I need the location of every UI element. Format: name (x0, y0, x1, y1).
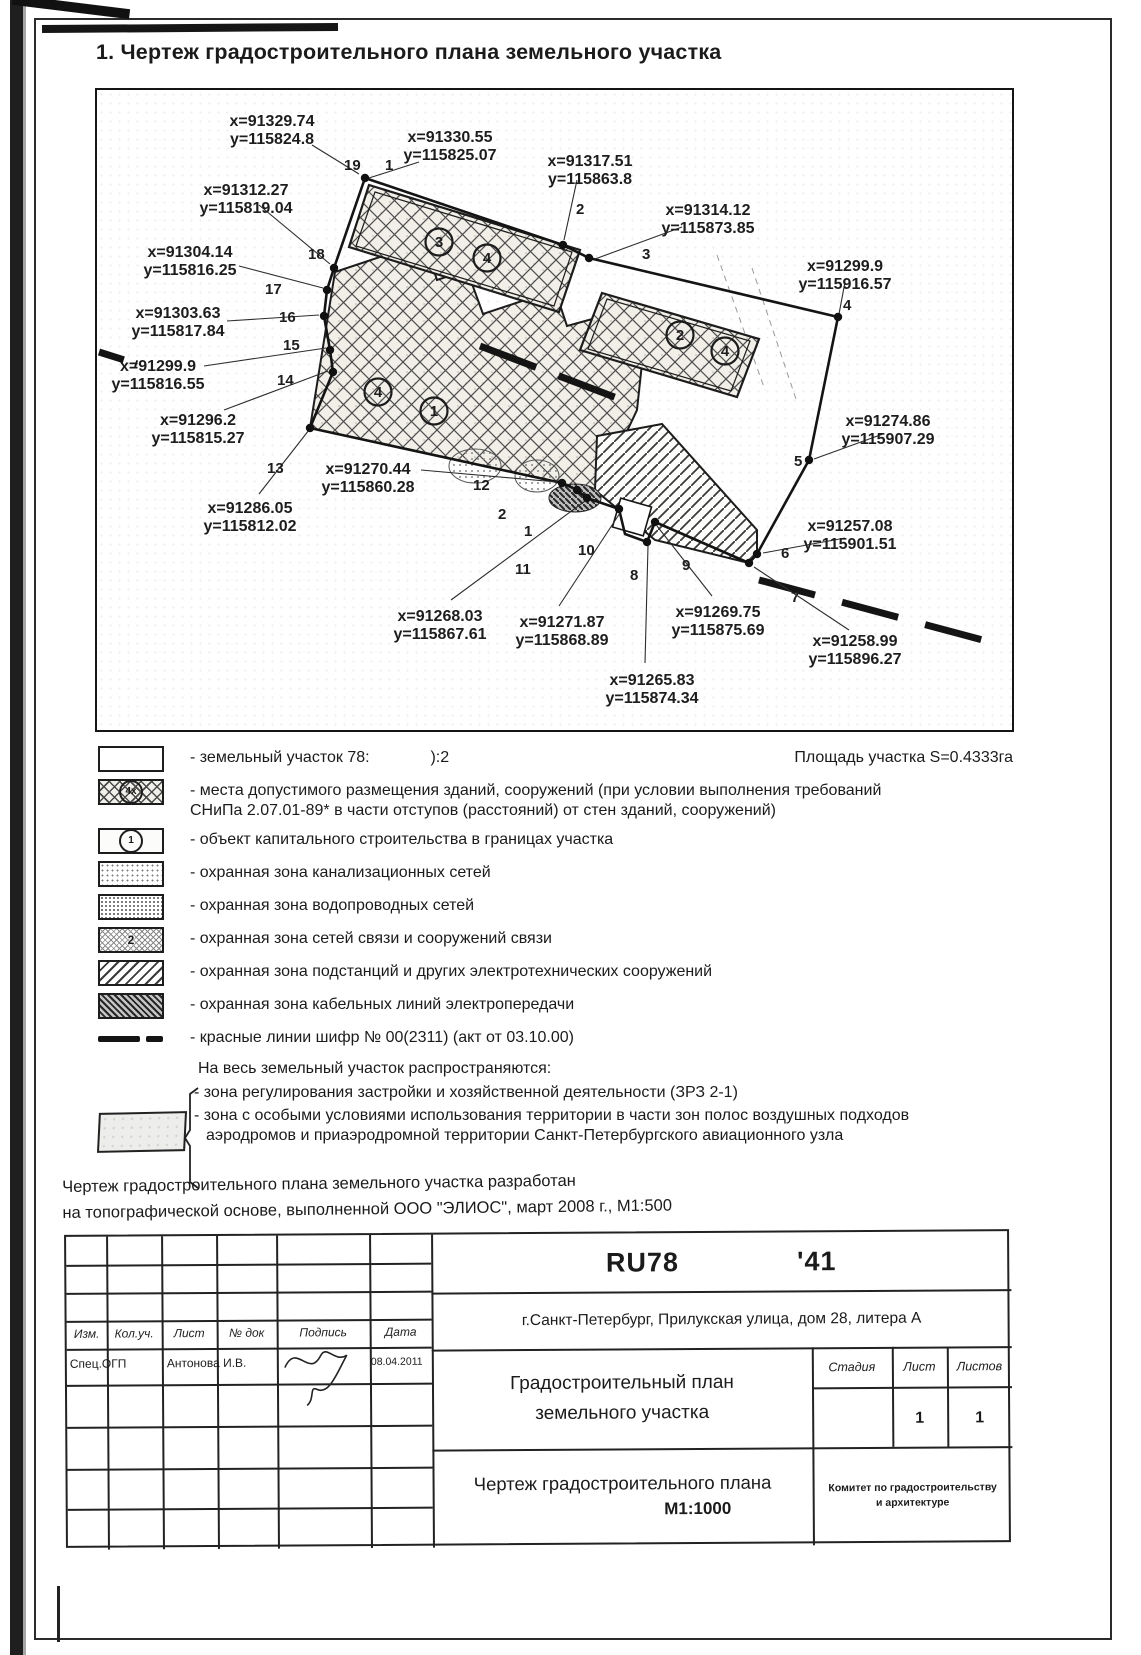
hatch-dark-symbol (98, 993, 164, 1019)
legend-item-text: - охранная зона канализационных сетей (190, 864, 491, 881)
leader-line-10 (559, 513, 620, 606)
leader-line-11 (451, 501, 585, 600)
tb-line (66, 1263, 431, 1267)
tb-line (68, 1507, 433, 1511)
boundary-point (573, 486, 581, 494)
legend-item-text: - охранная зона сетей связи и сооружений связи (190, 930, 552, 947)
tb-line (67, 1383, 432, 1387)
vertex-number: 7 (791, 589, 800, 606)
legend-item-text: - места допустимого размещения зданий, сооружений (при условии выполнения требований СНиПа 2.07.01-89* в части отступов (расстояний) от стен зданий, сооружений) (190, 782, 882, 819)
coord-label-5: x=91274.86 y=115907.29 (841, 413, 935, 448)
vertex-number: 12 (473, 477, 490, 494)
vertex-number: 17 (265, 281, 282, 298)
document-name-line1: Градостроительный план (509, 1371, 734, 1395)
title-block (64, 1229, 1011, 1548)
legend-item-text: - объект капитального строительства в границах участка (190, 831, 614, 848)
scan-edge-band-light (23, 0, 26, 1655)
speckle-symbol (98, 927, 164, 953)
coord-label-16: x=91303.63 y=115817.84 (131, 305, 225, 340)
cadastral-code-row (431, 1231, 1011, 1293)
building-number: 3 (434, 234, 444, 251)
site-plan-drawing (95, 88, 1014, 732)
stage-col: Стадия (828, 1359, 876, 1375)
legend-item-text: - красные линии шифр № 00(2311) (акт от 03.10.00) (190, 1029, 574, 1046)
legend-item (98, 927, 1013, 953)
tb-spec: Спец.ОГП (69, 1356, 127, 1371)
legend-parcel-text (190, 746, 449, 768)
boundary-point (326, 346, 334, 354)
leader-line-15 (204, 348, 326, 366)
leader-line-16 (227, 315, 319, 321)
building-number: 4 (482, 250, 492, 267)
committee-line1: Комитет по градостроительству (828, 1481, 997, 1495)
tb-line (812, 1386, 1012, 1389)
coord-label-6: x=91257.08 y=115901.51 (803, 518, 897, 553)
coord-label-13: x=91286.05 y=115812.02 (203, 500, 297, 535)
boundary-point (615, 505, 623, 513)
tb-col-izm: Изм. (73, 1326, 100, 1341)
zrz-item-2a: - зона с особыми условиями использования территории в части зон полос воздушных подходов (194, 1107, 910, 1124)
legend-item-text: - охранная зона подстанций и других электротехнических сооружений (190, 963, 713, 980)
coord-label-9: x=91269.75 y=115875.69 (671, 604, 765, 639)
tb-line (67, 1425, 432, 1429)
vertex-number: 3 (642, 246, 651, 263)
tb-line (66, 1291, 431, 1295)
coord-label-11: x=91268.03 y=115867.61 (393, 608, 487, 643)
tb-line (161, 1236, 165, 1549)
vertex-number: 2 (576, 201, 585, 218)
legend-item-parcel (98, 746, 1013, 772)
vertex-number: 9 (682, 557, 691, 574)
leader-line-1 (369, 162, 419, 178)
coord-label-12: x=91270.44 y=115860.28 (321, 461, 415, 496)
legend-item-text: - охранная зона водопроводных сетей (190, 897, 475, 914)
red-dash-symbol (98, 1026, 164, 1052)
dots-light-symbol (98, 861, 164, 887)
tb-line (67, 1467, 432, 1471)
leader-line-14 (224, 371, 328, 410)
list-col: Лист (903, 1359, 936, 1374)
tb-line (67, 1347, 432, 1351)
legend-item (98, 894, 1013, 920)
building-number: 4 (373, 384, 383, 401)
boundary-point (643, 538, 651, 546)
coord-label-8: x=91265.83 y=115874.34 (605, 672, 699, 707)
development-notes (62, 1167, 672, 1226)
vertex-number: 18 (308, 246, 325, 263)
coord-label-17: x=91304.14 y=115816.25 (143, 244, 237, 279)
building-number: 4 (720, 343, 730, 360)
boundary-point (559, 241, 567, 249)
tb-date: 08.04.2011 (370, 1355, 423, 1369)
boundary-point (585, 254, 593, 262)
legend-item-text: - охранная зона кабельных линий электропередачи (190, 996, 575, 1013)
signature (277, 1339, 369, 1410)
parcel-symbol (98, 746, 164, 772)
page-title: 1. Чертеж градостроительного плана земельного участка (96, 40, 722, 64)
drawing-scale: М1:1000 (664, 1498, 732, 1519)
drawing-name-cell (432, 1447, 813, 1547)
boundary-point (834, 313, 842, 321)
scan-artifact-bottom-left (57, 1586, 60, 1642)
vertex-number: 8 (630, 567, 639, 584)
vertex-number: 10 (578, 542, 595, 559)
coord-label-18: x=91312.27 y=115819.04 (199, 182, 293, 217)
leader-line-7 (754, 567, 849, 630)
committee-line2: и архитектуре (875, 1496, 950, 1509)
code-right: '41 (796, 1245, 837, 1276)
vertex-number: 5 (794, 453, 803, 470)
legend-parcel-suffix: ):2 (430, 749, 450, 766)
vertex-number: 13 (267, 460, 284, 477)
note-line-2: на топографической основе, выполненной ООО "ЭЛИОС", март 2008 г., М1:500 (62, 1196, 673, 1222)
boundary-point (805, 456, 813, 464)
boundary-point (651, 518, 659, 526)
boundary-point (745, 559, 753, 567)
tb-col-data: Дата (384, 1324, 417, 1339)
building-number: 2 (675, 327, 685, 344)
coord-label-7: x=91258.99 y=115896.27 (808, 633, 902, 668)
boundary-point (323, 286, 331, 294)
code-left: RU78 (605, 1246, 680, 1278)
boundary-point (320, 312, 328, 320)
tb-col-list: Лист (173, 1326, 205, 1341)
vertex-number: 14 (277, 372, 294, 389)
vertex-number: 19 (344, 157, 361, 174)
symbol-badge: 4х (119, 780, 143, 804)
zrz-block (98, 1060, 1013, 1180)
vertex-number: 4 (843, 297, 852, 314)
scan-artifact-corner (12, 0, 130, 19)
coord-label-10: x=91271.87 y=115868.89 (515, 614, 609, 649)
legend-item (98, 779, 1013, 821)
site-plan-svg (97, 90, 1012, 730)
tb-col-koluch: Кол.уч. (114, 1326, 154, 1341)
tb-col-ndok: № док (228, 1325, 265, 1340)
vertex-number: 16 (279, 309, 296, 326)
coord-label-1: x=91330.55 y=115825.07 (403, 129, 497, 164)
hatch-fwd-symbol (98, 960, 164, 986)
symbol-badge: 2 (127, 933, 135, 947)
coord-label-4: x=91299.9 y=115916.57 (798, 258, 892, 293)
site-address: г.Санкт-Петербург, Прилукская улица, дом 28, литера А (521, 1309, 922, 1329)
legend-item (98, 993, 1013, 1019)
symbol-badge: 1 (119, 829, 143, 853)
construction-line (752, 268, 797, 402)
boundary-point (361, 174, 369, 182)
boundary-point (558, 479, 566, 487)
coord-label-14: x=91296.2 y=115815.27 (151, 412, 245, 447)
boundary-point (306, 424, 314, 432)
legend-item (98, 828, 1013, 854)
leader-line-8 (645, 546, 648, 663)
note-line-1: Чертеж градостроительного плана земельного участка разработан (62, 1171, 576, 1196)
tb-line (67, 1319, 432, 1323)
zrz-header: На весь земельный участок распространяются: (198, 1060, 552, 1077)
vertex-number: 2 (498, 506, 507, 523)
tb-author: Антонова И.В. (166, 1355, 247, 1371)
listov-col: Листов (956, 1359, 1003, 1374)
boundary-point (330, 264, 338, 272)
tb-line (216, 1236, 220, 1549)
boundary-point (583, 494, 591, 502)
tb-line (369, 1235, 373, 1548)
vertex-number: 1 (385, 157, 394, 174)
document-name (432, 1347, 813, 1449)
water-zone (515, 460, 559, 492)
substation-zone (595, 424, 757, 563)
boundary-point (329, 368, 337, 376)
vertex-number: 6 (781, 545, 790, 562)
committee-cell (812, 1446, 1013, 1545)
building-number: 1 (429, 403, 439, 420)
vertex-number: 1 (524, 523, 533, 540)
dots-dense-symbol (98, 894, 164, 920)
zrz-symbol (97, 1111, 187, 1153)
vertex-number: 15 (283, 337, 300, 354)
legend-items (98, 779, 1013, 1052)
capital-symbol (98, 828, 164, 854)
boundary-point (753, 550, 761, 558)
scan-edge-band (10, 0, 23, 1655)
tb-col-podpis: Подпись (299, 1325, 347, 1340)
building-symbol (98, 779, 164, 805)
drawing-name: Чертеж градостроительного плана (473, 1471, 772, 1495)
coord-label-19: x=91329.74 y=115824.8 (229, 113, 315, 148)
legend-item (98, 960, 1013, 986)
document-name-line2: земельного участка (535, 1401, 710, 1425)
tb-line (106, 1237, 110, 1550)
vertex-number: 11 (515, 561, 531, 578)
coord-label-3: x=91314.12 y=115873.85 (661, 202, 755, 237)
coord-label-2: x=91317.51 y=115863.8 (547, 153, 633, 188)
legend-item (98, 1026, 1013, 1052)
parcel-area-note: Площадь участка S=0.4333га (794, 749, 1013, 766)
zrz-item-1: - зона регулирования застройки и хозяйственной деятельности (ЗРЗ 2-1) (194, 1084, 738, 1101)
listov-value: 1 (975, 1409, 985, 1427)
legend-item (98, 861, 1013, 887)
list-value: 1 (915, 1409, 925, 1427)
coord-label-15: x=91299.9 y=115816.55 (111, 358, 205, 393)
legend (98, 746, 1013, 1180)
zrz-item-2b: аэродромов и приаэродромной территории Санкт-Петербургского авиационного узла (206, 1127, 844, 1144)
legend-parcel-prefix: - земельный участок 78: (190, 749, 370, 766)
